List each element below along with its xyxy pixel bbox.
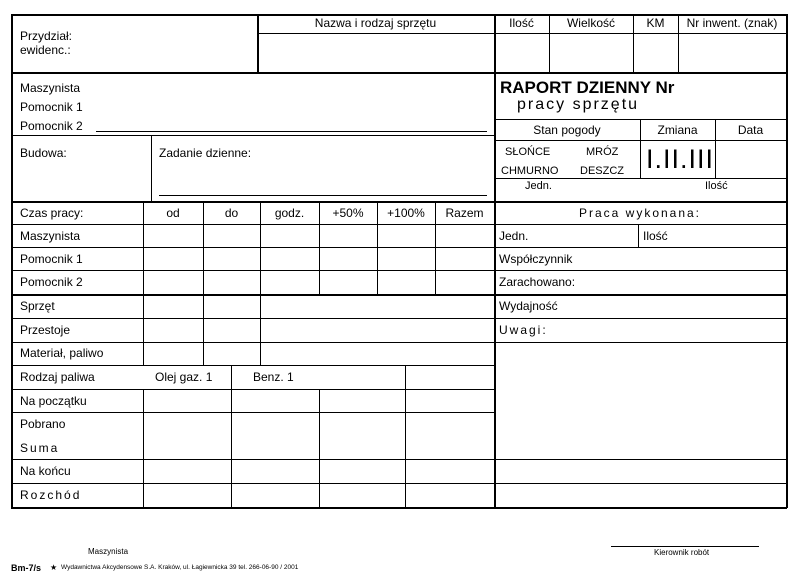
form-code: Bm-7/s xyxy=(11,563,42,573)
jedn-label: Jedn. xyxy=(499,229,529,243)
ilosc-header-label: Ilość xyxy=(509,16,534,30)
czas-header-line xyxy=(11,224,787,225)
row-label-material-paliwo: Materiał, paliwo xyxy=(20,346,104,360)
col-100-label: +100% xyxy=(387,206,425,220)
section-divider-crew xyxy=(11,72,787,74)
czas-pracy-label: Czas pracy: xyxy=(20,206,84,220)
row-label-maszynista: Maszynista xyxy=(20,229,81,243)
zarachowano-label: Zarachowano: xyxy=(499,275,576,289)
row-line xyxy=(11,365,494,366)
row-line xyxy=(11,294,787,296)
publisher-imprint: Wydawnictwa Akcydensowe S.A. Kraków, ul. Łagiewnicka 39 tel. 266-06-90 / 2001 xyxy=(61,564,299,571)
pomocnik2-label: Pomocnik 2 xyxy=(20,119,83,133)
header-divider xyxy=(257,33,787,34)
row-line xyxy=(11,412,494,413)
zadanie-underline xyxy=(159,195,487,196)
row-label-sprzet: Sprzęt xyxy=(20,299,55,313)
row-label-pomocnik2: Pomocnik 2 xyxy=(20,275,83,289)
col-od-label: od xyxy=(166,206,180,220)
uwagi-label: Uwagi: xyxy=(499,323,548,337)
jedn-ilosc-divider xyxy=(638,224,639,248)
nr-inwent-label: Nr inwent. (znak) xyxy=(686,16,778,30)
table-left-border xyxy=(11,14,13,508)
paliwo-col-line xyxy=(319,389,320,508)
przydzial-label: Przydział: xyxy=(20,29,73,43)
wielkosc-label: Wielkość xyxy=(566,16,615,30)
mroz-option: MRÓZ xyxy=(586,146,619,158)
col-50-label: +50% xyxy=(332,206,364,220)
deszcz-option: DESZCZ xyxy=(580,165,624,177)
maszynista-signature-label: Maszynista xyxy=(88,547,129,556)
data-label: Data xyxy=(737,123,764,137)
wspolczynnik-label: Współczynnik xyxy=(499,252,573,266)
paliwo-col-line xyxy=(231,365,232,508)
ilosc-label: Ilość xyxy=(643,229,668,243)
budowa-col-line xyxy=(151,135,152,202)
row-label-pomocnik1: Pomocnik 1 xyxy=(20,252,83,266)
zadanie-dzienne-label: Zadanie dzienne: xyxy=(159,146,252,160)
chmurno-option: CHMURNO xyxy=(501,165,559,177)
kierownik-signature-label: Kierownik robót xyxy=(654,548,710,557)
zmiana-roman-options: I.II.III xyxy=(646,144,715,174)
slonce-option: SŁOŃCE xyxy=(505,146,551,158)
table-bottom-border xyxy=(11,507,787,509)
col-do-label: do xyxy=(224,206,239,220)
olej-gaz-label: Olej gaz. 1 xyxy=(155,370,213,384)
row-label-na-koncu: Na końcu xyxy=(20,464,71,478)
col-razem-label: Razem xyxy=(445,206,484,220)
nazwa-sprzetu-label: Nazwa i rodzaj sprzętu xyxy=(314,16,437,30)
row-label-suma: Suma xyxy=(20,441,60,455)
raport-title: RAPORT DZIENNY Nr xyxy=(500,78,675,97)
ewidenc-label: ewidenc.: xyxy=(20,43,71,57)
ilosc-label-top: Ilość xyxy=(705,180,728,192)
raport-subtitle: pracy sprzętu xyxy=(517,96,640,113)
row-line xyxy=(11,459,787,460)
table-right-border xyxy=(786,14,788,508)
col-godz-label: godz. xyxy=(274,206,305,220)
row-line xyxy=(11,270,787,271)
header-col-line xyxy=(494,14,496,508)
czas-col-line xyxy=(203,201,204,365)
row-label-przestoje: Przestoje xyxy=(20,323,71,337)
km-label: KM xyxy=(646,16,665,30)
row-label-rozchod: Rozchód xyxy=(20,488,82,502)
stan-pogody-label: Stan pogody xyxy=(533,123,601,137)
praca-wykonana-label: Praca wykonana: xyxy=(578,206,702,220)
row-line xyxy=(11,247,787,248)
rodzaj-paliwa-label: Rodzaj paliwa xyxy=(20,370,95,384)
wydajnosc-label: Wydajność xyxy=(499,299,558,313)
star-icon: ★ xyxy=(50,563,58,572)
pomocnik1-label: Pomocnik 1 xyxy=(20,100,83,114)
paliwo-col-line xyxy=(405,365,406,508)
paliwo-col-line xyxy=(143,389,144,508)
jedn-label-top: Jedn. xyxy=(525,180,552,192)
czas-col-line xyxy=(260,201,261,365)
maszynista-label: Maszynista xyxy=(20,81,81,95)
row-line xyxy=(11,318,787,319)
kierownik-signature-line xyxy=(611,546,759,547)
section-divider-czas xyxy=(11,201,787,203)
row-line xyxy=(11,483,787,484)
benz-label: Benz. 1 xyxy=(253,370,294,384)
row-line xyxy=(11,389,494,390)
pomocnik2-underline xyxy=(96,131,487,132)
zmiana-label: Zmiana xyxy=(657,123,698,137)
czas-col-line xyxy=(143,201,144,365)
row-line xyxy=(11,342,787,343)
budowa-label: Budowa: xyxy=(20,146,67,160)
budowa-top-line xyxy=(11,135,494,136)
row-label-pobrano: Pobrano xyxy=(20,417,66,431)
row-label-na-poczatku: Na początku xyxy=(20,394,87,408)
